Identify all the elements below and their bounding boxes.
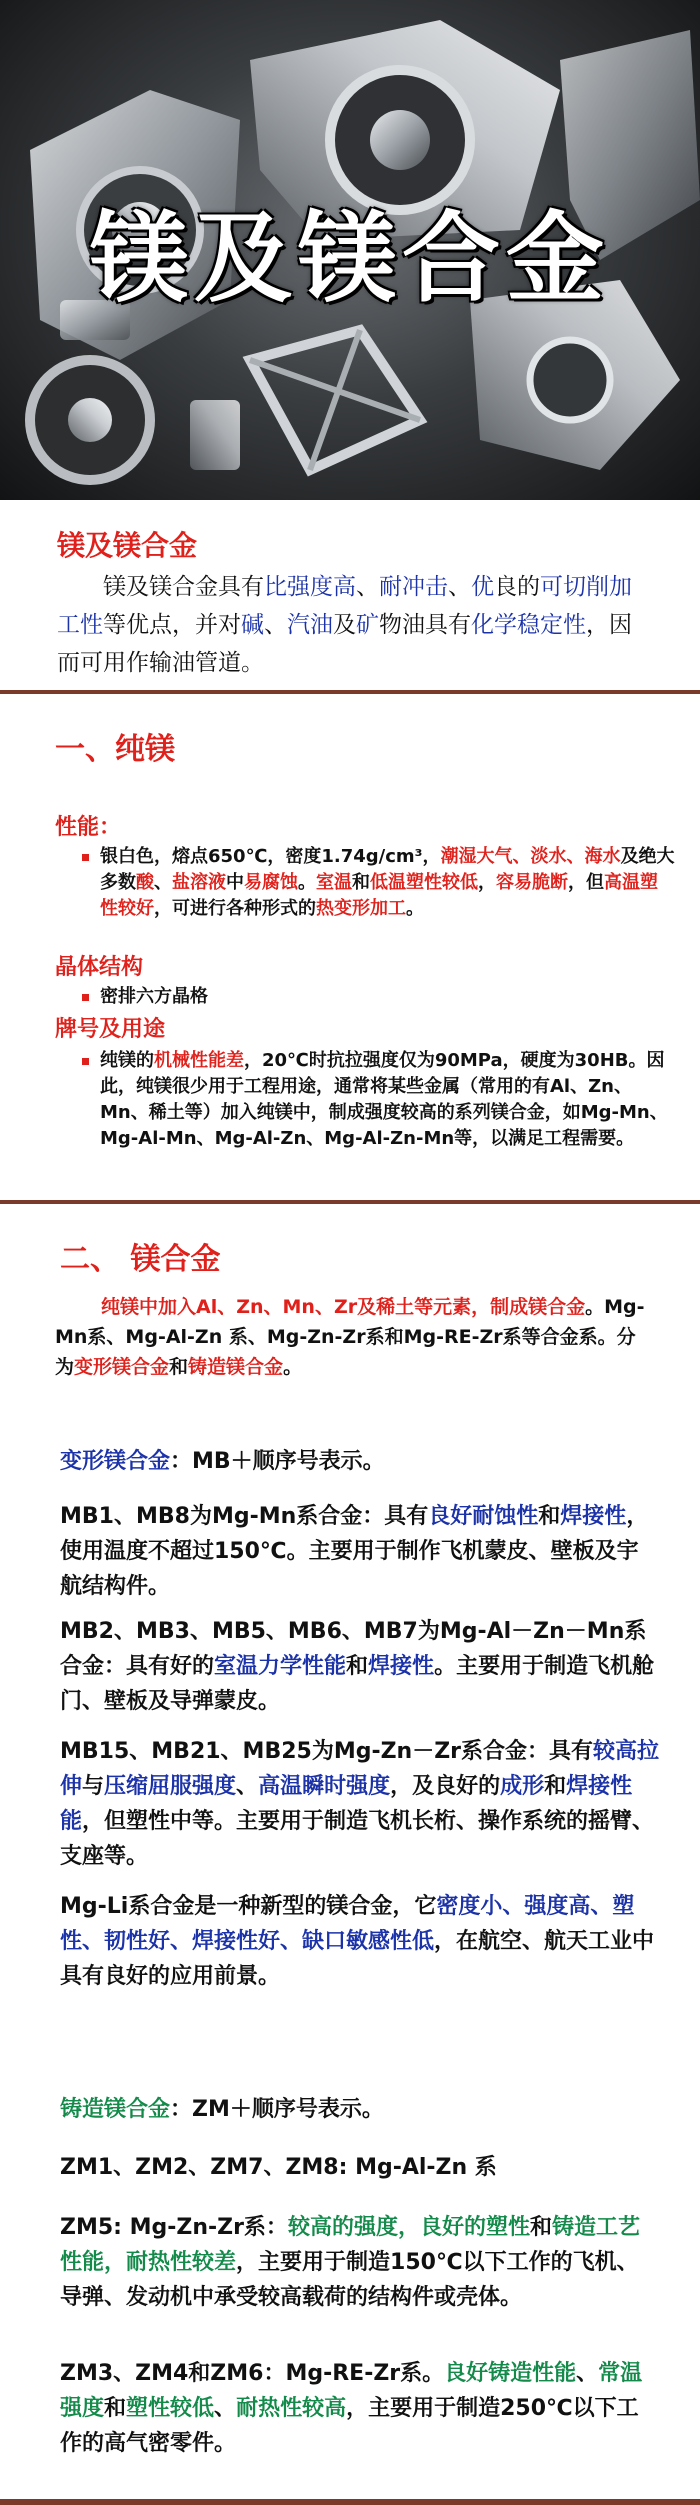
intro-heading: 镁及镁合金 xyxy=(57,529,198,562)
mb2-paragraph: MB2、MB3、MB5、MB6、MB7为Mg-Al－Zn－Mn系合金：具有好的室温力学性能和焊接性。主要用于制造飞机舱门、壁板及导弹蒙皮。 xyxy=(60,1619,655,1714)
cast-heading: 铸造镁合金：ZM＋顺序号表示。 xyxy=(60,2097,384,2122)
hero-banner xyxy=(0,0,700,500)
props-bullet: 银白色，熔点650℃，密度1.74g/cm³，潮湿大气、淡水、海水及绝大多数酸、盐溶液中易腐蚀。室温和低温塑性较低，容易脆断，但高温塑性较好，可进行各种形式的热变形加工。 xyxy=(80,844,675,922)
pure-magnesium-section xyxy=(0,694,700,1200)
hero-title: 镁及镁合金 xyxy=(89,202,610,316)
mb15-paragraph: MB15、MB21、MB25为Mg-Zn－Zr系合金：具有较高拉伸与压缩屈服强度、高温瞬时强度，及良好的成形和焊接性能，但塑性中等。主要用于制造飞机长桁、操作系统的摇臂、支座等。 xyxy=(60,1739,660,1869)
zm1-line: ZM1、ZM2、ZM7、ZM8: Mg-Al-Zn 系 xyxy=(60,2155,497,2180)
zm5-paragraph: ZM5: Mg-Zn-Zr系：较高的强度，良好的塑性和铸造工艺性能，耐热性较差，主要用于制造150℃以下工作的飞机、导弹、发动机中承受较高载荷的结构件或壳体。 xyxy=(60,2215,640,2310)
intro-paragraph: 镁及镁合金具有比强度高、耐冲击、优良的可切削加工性等优点，并对碱、汽油及矿物油具有化学稳定性，因而可用作输油管道。 xyxy=(57,574,632,676)
magnesium-alloy-section xyxy=(0,1204,700,2505)
mgli-paragraph: Mg-Li系合金是一种新型的镁合金，它密度小、强度高、塑性、韧性好、焊接性好、缺口敏感性低，在航空、航天工业中具有良好的应用前景。 xyxy=(60,1894,655,1989)
wrought-heading: 变形镁合金：MB＋顺序号表示。 xyxy=(60,1449,385,1474)
crystal-bullet: 密排六方晶格 xyxy=(80,984,675,1010)
alloy-heading: 二、 镁合金 xyxy=(60,1242,221,1277)
intro-section xyxy=(0,500,700,690)
crystal-label: 晶体结构 xyxy=(55,955,144,980)
mb1-paragraph: MB1、MB8为Mg-Mn系合金：具有良好耐蚀性和焊接性，使用温度不超过150℃。主要用于制作飞机蒙皮、壁板及宇航结构件。 xyxy=(60,1504,649,1599)
alloy-intro: 纯镁中加入Al、Zn、Mn、Zr及稀土等元素，制成镁合金。Mg-Mn系、Mg-Al-Zn 系、Mg-Zn-Zr系和Mg-RE-Zr系等合金系。分为变形镁合金和铸造镁合金。 xyxy=(55,1296,645,1378)
grade-bullet: 纯镁的机械性能差，20℃时抗拉强度仅为90MPa，硬度为30HB。因此，纯镁很少用于工程用途，通常将某些金属（常用的有Al、Zn、Mn、稀土等）加入纯镁中，制成强度较高的系列镁合金，如Mg-Mn、Mg-Al-Mn、Mg-Al-Zn、Mg-Al-Zn-Mn等，以满足工程需要。 xyxy=(80,1048,675,1152)
pure-heading: 一、纯镁 xyxy=(55,732,175,767)
bottom-border xyxy=(0,2499,700,2505)
props-label: 性能： xyxy=(55,815,122,840)
grade-label: 牌号及用途 xyxy=(55,1017,166,1042)
zm3-paragraph: ZM3、ZM4和ZM6：Mg-RE-Zr系。良好铸造性能、常温强度和塑性较低、耐热性较高，主要用于制造250℃以下工作的高气密零件。 xyxy=(60,2361,643,2456)
